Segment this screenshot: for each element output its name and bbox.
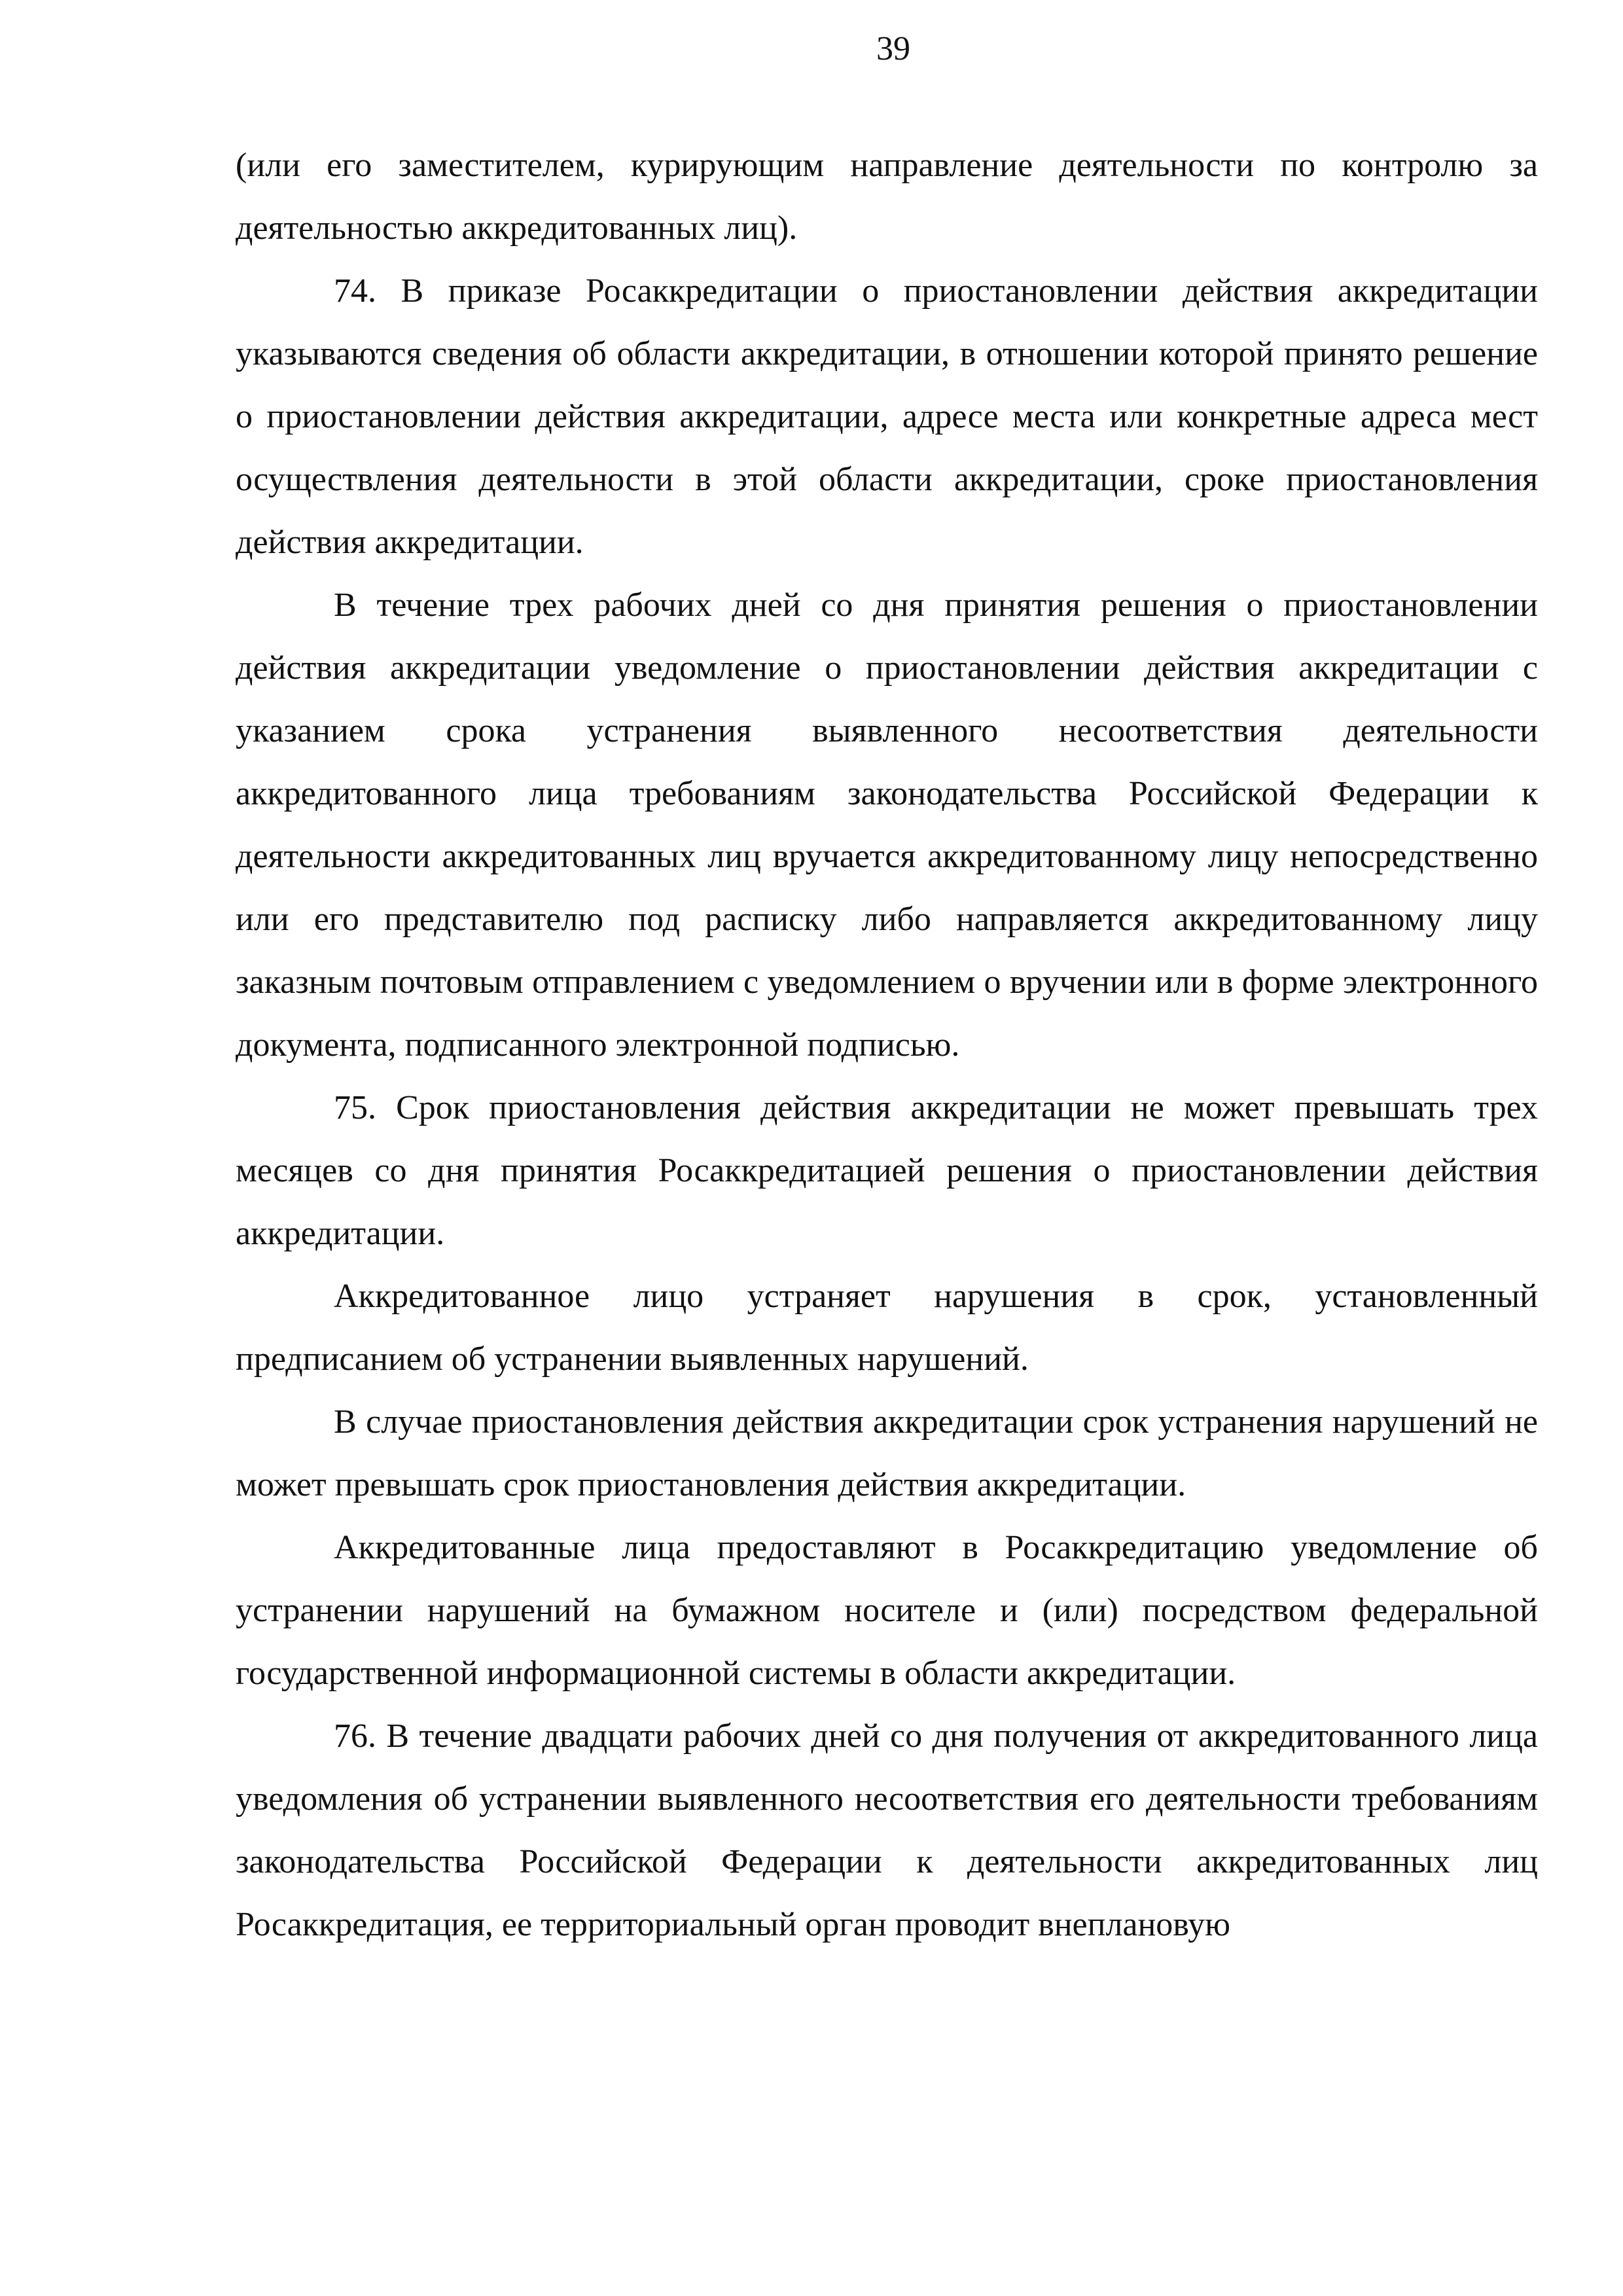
document-body <box>236 134 1538 1956</box>
paragraph-continuation: (или его заместителем, курирующим направление деятельности по контролю за деятельностью аккредитованных лиц). <box>236 147 1538 247</box>
paragraph-74: 74. В приказе Росаккредитации о приостановлении действия аккредитации указываются сведения об области аккредитации, в отношении которой принято решение о приостановлении действия аккредитации, адресе места или конкретные адреса мест осуществления деятельности в этой области аккредитации, сроке приостановления действия аккредитации. <box>236 272 1538 561</box>
paragraph-76: 76. В течение двадцати рабочих дней со дня получения от аккредитованного лица уведомления об устранении выявленного несоответствия его деятельности требованиям законодательства Российской Федерации к деятельности аккредитованных лиц Росаккредитация, ее территориальный орган проводит внеплановую <box>236 1717 1538 1943</box>
paragraph-violation-deadline: Аккредитованное лицо устраняет нарушения в срок, установленный предписанием об устранении выявленных нарушений. <box>236 1278 1538 1378</box>
paragraph-notification-submission: Аккредитованные лица предоставляют в Росаккредитацию уведомление об устранении нарушений на бумажном носителе и (или) посредством федеральной государственной информационной системы в области аккредитации. <box>236 1529 1538 1692</box>
paragraph-notification: В течение трех рабочих дней со дня принятия решения о приостановлении действия аккредитации уведомление о приостановлении действия аккредитации с указанием срока устранения выявленного несоответствия деятельности аккредитованного лица требованиям законодательства Российской Федерации к деятельности аккредитованных лиц вручается аккредитованному лицу непосредственно или его представителю под расписку либо направляется аккредитованному лицу заказным почтовым отправлением с уведомлением о вручении или в форме электронного документа, подписанного электронной подписью. <box>236 586 1538 1064</box>
paragraph-suspension-deadline: В случае приостановления действия аккредитации срок устранения нарушений не может превышать срок приостановления действия аккредитации. <box>236 1403 1538 1503</box>
page-number: 39 <box>876 30 910 67</box>
paragraph-75: 75. Срок приостановления действия аккредитации не может превышать трех месяцев со дня принятия Росаккредитацией решения о приостановлении действия аккредитации. <box>236 1089 1538 1252</box>
